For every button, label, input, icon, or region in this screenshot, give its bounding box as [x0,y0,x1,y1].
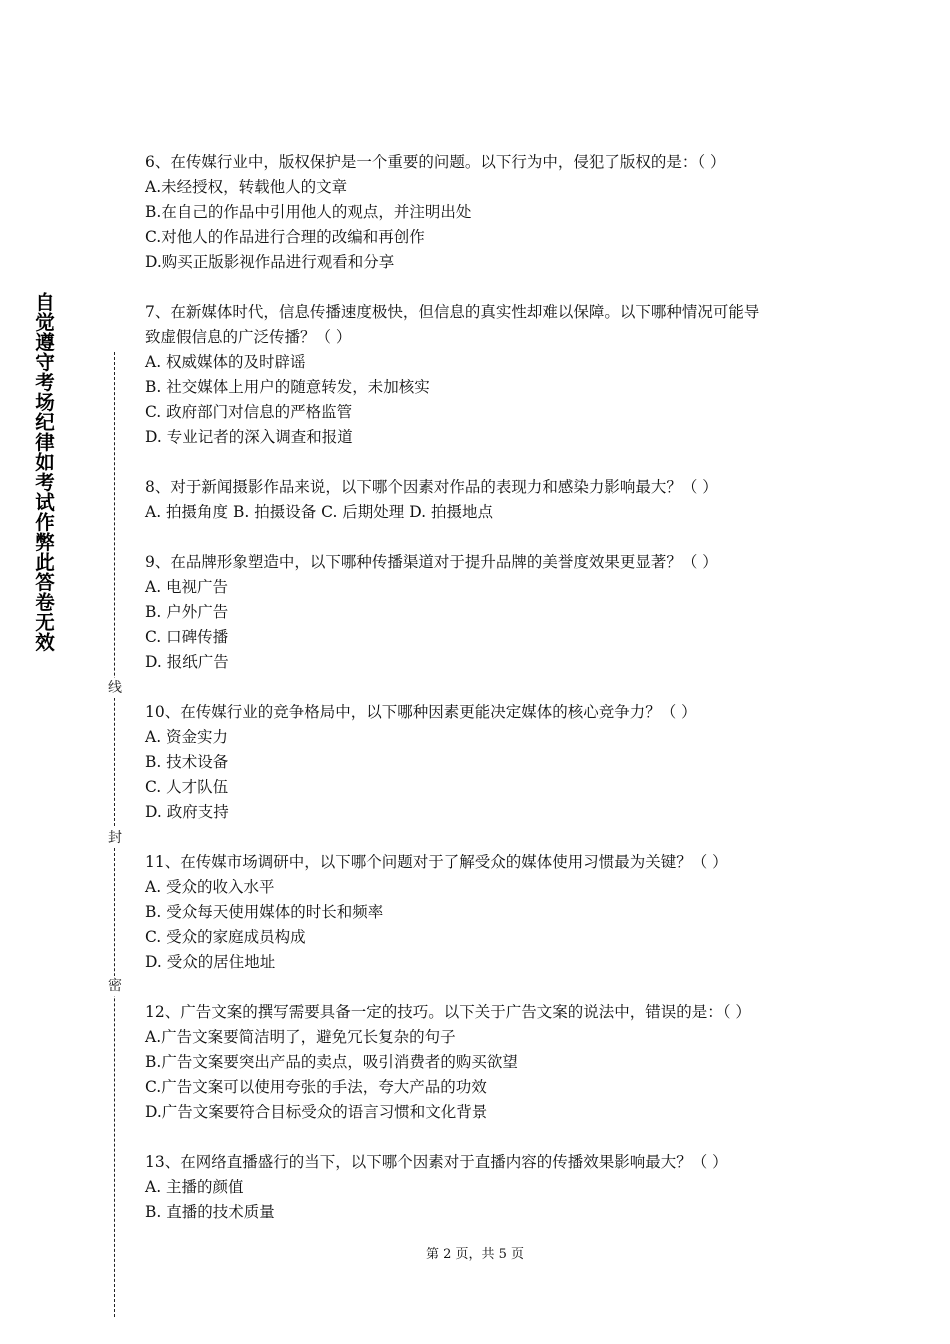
answer-option: A.广告文案要简洁明了，避免冗长复杂的句子 [145,1028,456,1046]
exam-discipline-notice: 自觉遵守考场纪律如考试作弊此答卷无效 [35,291,55,654]
question-stem: 致虚假信息的广泛传播？（ ） [145,328,352,346]
page-footer: 第 2 页，共 5 页 [425,1247,525,1262]
question-item [145,1150,825,1225]
question-item [145,475,825,525]
answer-option: B.在自己的作品中引用他人的观点，并注明出处 [145,203,472,221]
question-stem: 8、对于新闻摄影作品来说，以下哪个因素对作品的表现力和感染力影响最大？（ ） [145,478,718,496]
answer-option: C. 政府部门对信息的严格监管 [145,403,353,421]
answer-option: C. 口碑传播 [145,628,229,646]
binding-mark-feng: 封 [108,830,122,846]
answer-option: B. 技术设备 [145,753,229,771]
answer-option: D.购买正版影视作品进行观看和分享 [145,253,395,271]
answer-option: B. 户外广告 [145,603,229,621]
answer-option: A. 电视广告 [145,578,229,596]
question-item [145,850,825,975]
question-stem: 9、在品牌形象塑造中，以下哪种传播渠道对于提升品牌的美誉度效果更显著？（ ） [145,553,718,571]
answer-option: A.未经授权，转载他人的文章 [145,178,348,196]
answer-option: C.对他人的作品进行合理的改编和再创作 [145,228,425,246]
answer-option: D. 专业记者的深入调查和报道 [145,428,353,446]
question-item [145,1000,825,1125]
answer-option: A. 权威媒体的及时辟谣 [145,353,306,371]
question-item [145,150,825,275]
question-stem: 6、在传媒行业中，版权保护是一个重要的问题。以下行为中，侵犯了版权的是：（ ） [145,153,726,171]
binding-mark-mi: 密 [108,978,122,994]
question-stem: 10、在传媒行业的竞争格局中，以下哪种因素更能决定媒体的核心竞争力？（ ） [145,703,697,721]
question-list [145,150,825,1250]
question-stem: 13、在网络直播盛行的当下，以下哪个因素对于直播内容的传播效果影响最大？（ ） [145,1153,728,1171]
question-item [145,300,825,450]
answer-option: A. 资金实力 [145,728,229,746]
answer-option: B.广告文案要突出产品的卖点，吸引消费者的购买欲望 [145,1053,518,1071]
question-stem: 12、广告文案的撰写需要具备一定的技巧。以下关于广告文案的说法中，错误的是：（ ） [145,1003,751,1021]
answer-option: D.广告文案要符合目标受众的语言习惯和文化背景 [145,1103,488,1121]
question-item [145,700,825,825]
binding-mark-xian: 线 [108,680,122,696]
answer-option: D. 政府支持 [145,803,229,821]
answer-option: C. 受众的家庭成员构成 [145,928,306,946]
answer-option: B. 社交媒体上用户的随意转发，未加核实 [145,378,430,396]
answer-option: B. 直播的技术质量 [145,1203,275,1221]
answer-option: A. 拍摄角度 B. 拍摄设备 C. 后期处理 D. 拍摄地点 [145,503,493,521]
answer-option: A. 主播的颜值 [145,1178,244,1196]
answer-option: C.广告文案可以使用夸张的手法，夸大产品的功效 [145,1078,487,1096]
question-item [145,550,825,675]
answer-option: C. 人才队伍 [145,778,229,796]
answer-option: D. 报纸广告 [145,653,229,671]
answer-option: D. 受众的居住地址 [145,953,276,971]
question-stem: 11、在传媒市场调研中，以下哪个问题对于了解受众的媒体使用习惯最为关键？（ ） [145,853,728,871]
question-stem: 7、在新媒体时代，信息传播速度极快，但信息的真实性却难以保障。以下哪种情况可能导 [145,303,760,321]
answer-option: A. 受众的收入水平 [145,878,275,896]
answer-option: B. 受众每天使用媒体的时长和频率 [145,903,384,921]
